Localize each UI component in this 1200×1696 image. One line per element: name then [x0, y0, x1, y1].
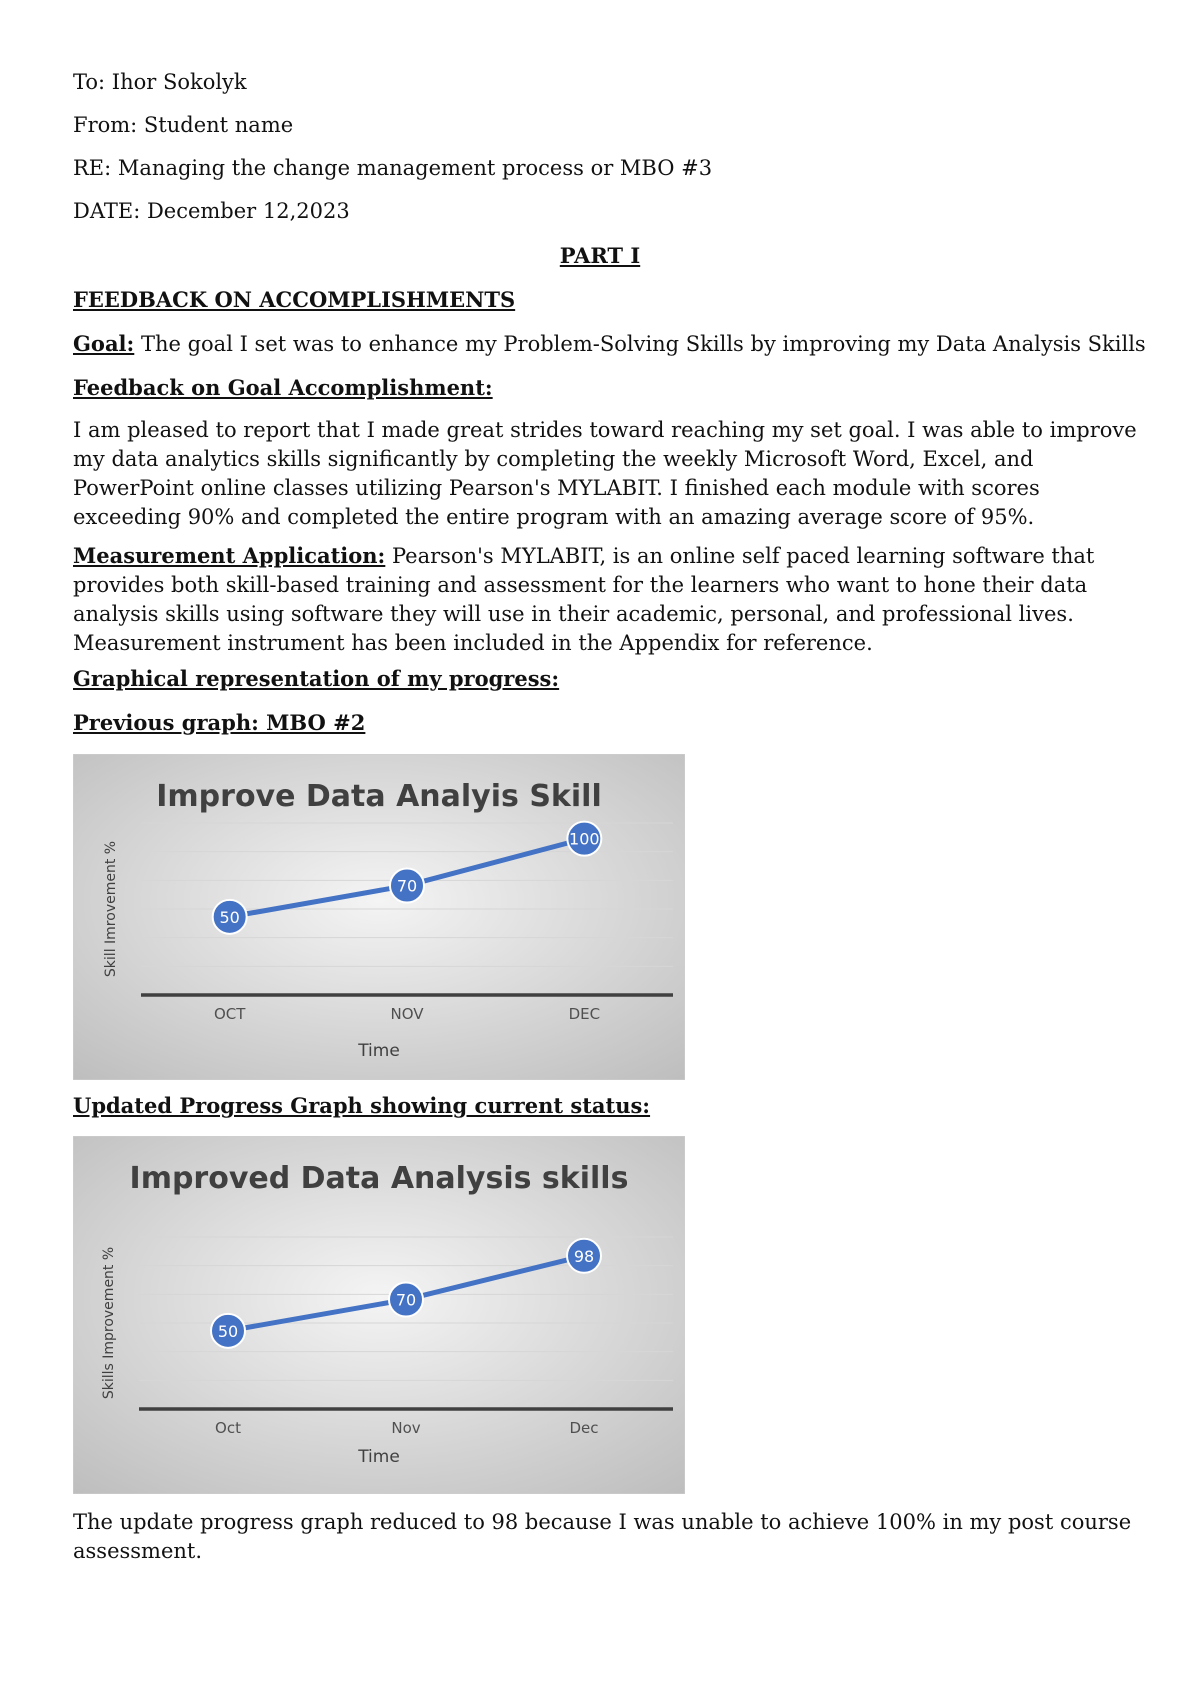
measurement-label: Measurement Application:: [73, 543, 386, 568]
measurement-text: Pearson's MYLABIT, is an online self paced learning software that provides both skill-based training and assessment for the learners who want to hone their data analysis skills using software they will use in their academic, personal, and professional lives. Measurement instrument has been included in the Appendix for reference.: [73, 544, 1095, 655]
chart-title: Improve Data Analyis Skill: [156, 779, 602, 814]
memo-re: RE: Managing the change management process or MBO #3: [73, 156, 713, 180]
x-tick-label: OCT: [213, 1005, 246, 1023]
goal-text: The goal I set was to enhance my Problem-Solving Skills by improving my Data Analysis Skills: [134, 332, 1146, 356]
y-axis-label: Skill Imrovement %: [103, 840, 119, 978]
closing-note: The update progress graph reduced to 98 because I was unable to achieve 100% in my post course assessment.: [73, 1510, 1132, 1563]
memo-from: From: Student name: [73, 113, 294, 137]
previous-chart: [73, 754, 685, 1080]
x-tick-label: NOV: [390, 1005, 424, 1023]
x-axis-label: Time: [358, 1041, 400, 1061]
data-label: 98: [573, 1246, 595, 1266]
x-tick-label: Oct: [215, 1419, 241, 1437]
part-heading: PART I: [559, 243, 641, 268]
updated-chart: [73, 1136, 685, 1494]
previous-graph-heading: Previous graph: MBO #2: [73, 710, 366, 735]
x-axis-label: Time: [358, 1447, 400, 1467]
goal-line: [73, 331, 1146, 356]
data-label: 70: [395, 1290, 417, 1310]
updated-graph-heading: Updated Progress Graph showing current status:: [73, 1093, 651, 1118]
x-tick-label: Nov: [391, 1419, 421, 1437]
y-axis-label: Skills Improvement %: [101, 1246, 117, 1400]
memo-date: DATE: December 12,2023: [73, 199, 350, 223]
data-label: 50: [219, 907, 240, 927]
data-label: 70: [396, 876, 418, 896]
memo-to: To: Ihor Sokolyk: [73, 70, 247, 94]
goal-label: Goal:: [73, 331, 135, 356]
feedback-label: Feedback on Goal Accomplishment:: [73, 375, 493, 400]
x-tick-label: Dec: [569, 1419, 599, 1437]
previous-chart-svg: [73, 754, 685, 1080]
updated-chart-svg: [73, 1136, 685, 1494]
feedback-paragraph: I am pleased to report that I made great strides toward reaching my set goal. I was able to improve my data analytics skills significantly by completing the weekly Microsoft Word, Excel, and PowerPoint online classes utilizing Pearson's MYLABIT. I finished each module with scores exceeding 90% and completed the entire program with an amazing average score of 95%.: [73, 418, 1137, 529]
x-tick-label: DEC: [568, 1005, 601, 1023]
data-label: 100: [569, 829, 600, 849]
data-label: 50: [217, 1321, 239, 1341]
graph-heading: Graphical representation of my progress:: [73, 666, 560, 691]
measurement-paragraph: [73, 541, 1153, 658]
section-heading: FEEDBACK ON ACCOMPLISHMENTS: [73, 287, 516, 312]
chart-title: Improved Data Analysis skills: [129, 1161, 629, 1196]
